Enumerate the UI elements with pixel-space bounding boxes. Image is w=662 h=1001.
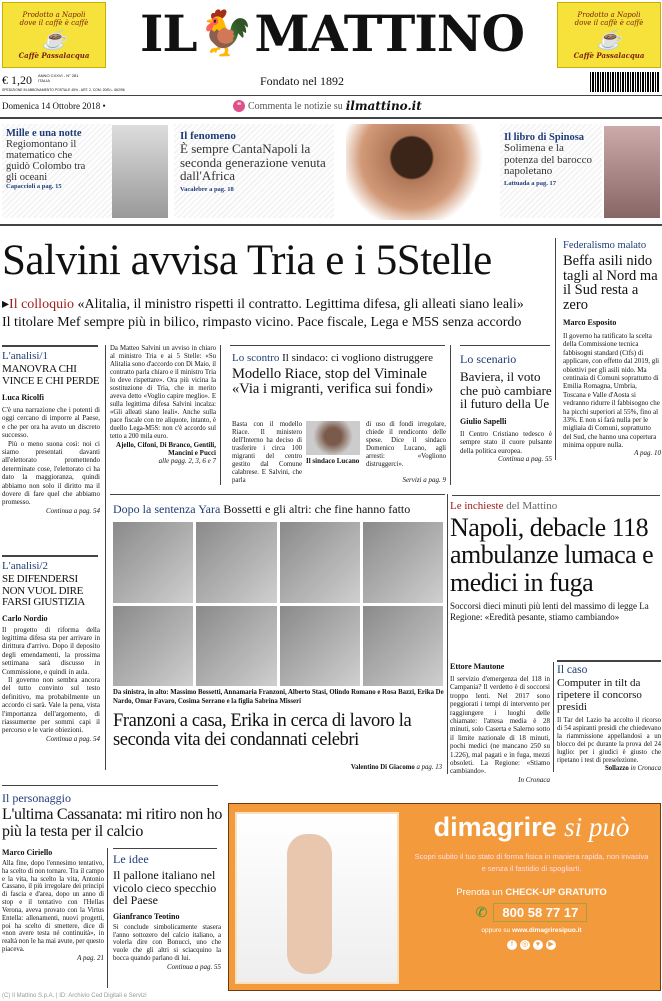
coffee-mascot-icon: ☕	[596, 26, 622, 51]
model-photo	[235, 812, 399, 984]
logo: IL 🐓 MATTINO	[139, 3, 525, 63]
facebook-icon[interactable]: f	[507, 940, 517, 950]
model-figure	[287, 834, 332, 974]
founded: Fondato nel 1892	[260, 74, 344, 88]
footer-copyright: (C) Il Mattino S.p.A. | ID: Archivio Ced Digitali e Servizi	[2, 993, 147, 999]
divider	[460, 345, 550, 346]
scenario-article[interactable]: Lo scenario Baviera, il voto che può cambiare il futuro della Ue Giulio Sapelli Il Centro Cristiano tedesco è sempre stato il cuore pulsante della politica europea. Continua a pag. 55	[460, 352, 552, 464]
advert-copy: dimagrire si può Scopri subito il tuo stato di forma fisica in maniera rapida, non invasiva e senza il fastidio di spogliarti. Prenota un CHECK-UP GRATUITO ✆ 800 58 77 17 oppure su www.dimagriresipuo.it f ◎ ♥ ▶	[414, 812, 649, 948]
phone-icon: ✆	[475, 904, 488, 920]
analisi-1[interactable]: L'analisi/1 MANOVRA CHI VINCE E CHI PERDE Luca Ricolfi C'è una narrazione che i potenti di oggi cercano di imporre al Paese, e che per ora ha avuto un discreto successo. Più o meno suona così: noi ci siamo presentati davanti all'elettorato promettendo determinate cose, l'elettorato ci ha dato la maggioranza, quindi abbiamo non solo il diritto ma il dovere di fare quel che abbiamo promesso. Continua a pag. 54	[2, 350, 100, 515]
favaro-photo	[196, 606, 276, 687]
idee-article[interactable]: Le idee Il pallone italiano nel vicolo cieco specchio del Paese Gianfranco Teotino Si conclude simbolicamente stasera l'anno sottozero del calcio italiano, a volerla dire con Bonucci, uno che vuole che gli altri si sciacquino la bocca quando parlano di lui. Continua a pag. 55	[113, 852, 221, 971]
divider	[2, 555, 98, 557]
phone-number[interactable]: 800 58 77 17	[493, 903, 587, 922]
divider	[2, 785, 218, 786]
bossetti-photo	[113, 522, 193, 603]
caso-article[interactable]: Il caso Computer in tilt da ripetere il concorso presidi Il Tar del Lazio ha accolto il ricorso di 54 aspiranti presidi che chiedevano la riammissione appellandosi a un blocco dei pc durante la prova del 24 luglio: per i giudici è giusto che ripetano i test di preselezione. Sollazzo in Cronaca	[557, 664, 661, 773]
column-divider	[450, 345, 451, 485]
column-divider	[105, 345, 106, 770]
yara-headline[interactable]: Franzoni a casa, Erika in cerca di lavoro la seconda vita dei condannati celebri	[113, 711, 412, 751]
feature-3[interactable]: Il libro di Spinosa Solimena e la potenza del barocco napoletano Lattuada a pag. 17	[500, 124, 602, 218]
twitter-icon[interactable]: ♥	[533, 940, 543, 950]
column-divider	[107, 848, 108, 988]
personaggio-body: Marco Ciriello Alla fine, dopo l'ennesimo tentativo, ha scelto di non tornare. Tra il campo e la vita, ha scelto la vita, Antonio Cassano, il più irregolare dei principi di fascia e d'area, dopo un anno di stop e il tentativo con l'Hellas Verona, aveva provato con la Virtus Entella: allenamenti, nuovi progetti, poi ha scelto di smettere, dice di «non avere testa né continuità», in realtà non le ha mai avute, per questo piaceva. A pag. 21	[2, 848, 104, 962]
regiomontano-portrait	[112, 125, 168, 218]
coffee-mascot-icon: ☕	[41, 26, 67, 51]
speech-bubble-icon: ❝	[233, 100, 245, 112]
comment-link[interactable]: ❝ Commenta le notizie su ilmattino.it	[233, 99, 422, 113]
yara-photo-grid	[113, 522, 443, 686]
serrano-photo	[280, 606, 360, 687]
lead-sub2: Il titolare Mef sempre più in bilico, rimpasto vicino. Pace fiscale, Lega e M5S senza accordo	[2, 315, 522, 331]
yara-caption: Da sinistra, in alto: Massimo Bossetti, Annamaria Franzoni, Alberto Stasi, Olindo Romano e Rosa Bazzi, Erika De Nardo, Omar Favaro, Cosima Serrano e la figlia Sabrina Misseri	[113, 689, 444, 705]
de-nardo-photo	[113, 606, 193, 687]
personaggio-article[interactable]: Il personaggio L'ultima Cassanata: mi ritiro non ho più la testa per il calcio	[2, 791, 223, 840]
inchieste-article[interactable]: Le inchieste del Mattino Napoli, debacle 118 ambulanze lumaca e medici in fuga Soccorsi dieci minuti più lenti del massimo di legge La Regione: «Eredità pesante, stiamo cambiando»	[450, 500, 654, 623]
franzoni-photo	[196, 522, 276, 603]
divider	[0, 117, 662, 119]
divider	[230, 345, 445, 346]
ad-right[interactable]: Prodotto a Napoli dove il caffè è caffè ☕ Caffè Passalacqua	[557, 2, 661, 68]
stasi-photo	[280, 522, 360, 603]
romano-bazzi-photo	[363, 522, 443, 603]
price: € 1,20	[2, 73, 32, 87]
column-divider	[555, 238, 556, 460]
yara-byline: Valentino Di Giacomo a pag. 13	[350, 764, 442, 771]
riace-ref: Servizi a pag. 9	[402, 476, 446, 484]
divider	[0, 95, 662, 96]
date: Domenica 14 Ottobre 2018 •	[2, 101, 106, 111]
divider	[452, 495, 660, 496]
feature-1[interactable]: Mille e una notte Regiomontano il matematico che guidò Colombo tra gli oceani Capaccioli a pag. 15	[2, 124, 112, 218]
riace-body-1: Basta con il modello Riace. Il ministero dell'Interno ha deciso di trasferire i circa 100 migranti del centro gestito dal Comune calabrese. E Salvini, che parla	[232, 421, 302, 485]
lead-subheads: ▸Il colloquio «Alitalia, il ministro rispetti il contratto. Legittima difesa, gli alleati siano leali» Il titolare Mef sempre più in bilico, rimpasto vicino. Pace fiscale, Lega e M5S senza accordo	[2, 296, 552, 332]
advert-website[interactable]: www.dimagriresipuo.it	[512, 927, 582, 934]
analisi-2[interactable]: L'analisi/2 SE DIFENDERSI NON VUOL DIRE FARSI GIUSTIZIA Carlo Nordio Il progetto di riforma della legittima difesa sta per arrivare in dirittura d'arrivo. Dopo il deposito degli emendamenti, la prossima settimana sarà discusso in Commissione, e quindi in aula. Il governo non sembra ancora del tutto convinto sul testo definitivo, ma probabilmente un accordo ci sarà. Vale la pena, vista l'importanza dell'argomento, di riassumerne per sommi capi il percorso e le varie obiezioni. Continua a pag. 54	[2, 560, 100, 743]
divider	[2, 345, 98, 347]
youtube-icon[interactable]: ▶	[546, 940, 556, 950]
inchieste-body: Ettore Mautone Il servizio d'emergenza del 118 in Campania? Il verdetto è di soccorsi troppo lenti. Nel 2017 sono peggiorati i tempi di intervento per raggiungere i luoghi delle chiamate: l'attesa media è 28 minuti, solo Caserta e Salerno sotto il limite nazionale di 18 minuti, pochi medici (ne mancano 250 su 1.226), mal pagati e in fuga, mezzi obsoleti. La Regione: «Stiamo cambiando». In Cronaca	[450, 662, 550, 784]
column-divider	[553, 662, 554, 772]
divider	[557, 660, 661, 662]
photo-caption: Il sindaco Lucano	[306, 457, 360, 465]
instagram-icon[interactable]: ◎	[521, 941, 529, 948]
column-divider	[220, 345, 221, 485]
riace-article[interactable]: Lo scontro Il sindaco: ci vogliono distruggere Modello Riace, stop del Viminale «Via i migranti, verifica sui fondi»	[232, 352, 434, 398]
divider	[0, 224, 662, 226]
lead-headline[interactable]: Salvini avvisa Tria e i 5Stelle	[2, 237, 492, 284]
ad-left[interactable]: Prodotto a Napoli dove il caffè è caffè ☕ Caffè Passalacqua	[2, 2, 106, 68]
riace-body-2: di uso di fondi irregolare, chiede il rendiconto delle spese. Dice il sindaco Domenico Lucano, agli arresti: «Vogliono distruggerci».	[366, 421, 446, 469]
postal-info: SPEDIZIONE IN ABBONAMENTO POSTALE 45% - ART. 2, COM. 20/B L. 662/96	[2, 88, 125, 92]
federalismo-article[interactable]: Federalismo malato Beffa asili nido tagli al Nord ma il Sud resta a zero Marco Esposito Il governo ha ratificato la scelta della Commissione tecnica fabbisogni standard (Ctfs) di applicare, con effetto dal 2019, gli obiettivi per gli asili nido. Ma centinaia di Comuni soprattutto di Emilia Romagna, Umbria, Toscana e Valle d'Aosta si vedranno ridurre il fabbisogno che ha picchi superiori al 55%, fino al 33%. E non si farà nulla per le migliaia di Comuni, soprattutto del Sud, che hanno una copertura minima oppure nulla. A pag. 10	[563, 240, 661, 458]
misseri-photo	[363, 606, 443, 687]
lucano-photo	[306, 421, 360, 455]
lead-headline-wrap	[2, 238, 552, 283]
divider	[110, 494, 445, 495]
feature-2[interactable]: Il fenomeno È sempre CantaNapoli la seconda generazione venuta dall'Africa Vacalebre a pag. 18	[174, 124, 334, 218]
solimena-painting	[604, 126, 660, 218]
divider	[113, 848, 217, 849]
rooster-icon: 🐓	[198, 8, 253, 59]
column-divider	[447, 494, 448, 774]
issue-info: ANNO CXXVI - N° 281 ITALIA	[38, 73, 79, 83]
singer-photo	[346, 124, 492, 220]
barcode	[590, 72, 660, 92]
lead-article[interactable]: Da Matteo Salvini un avviso in chiaro al ministro Tria e ai 5 Stelle: «Su Alitalia sono d'accordo con Di Maio, il contratto parla chiaro e il ministro Tria lo deve rispettare». Ora più vicina la sostituzione di Tria, che in merito aveva detto «Voglio capire meglio». E sulla legittima difesa Salvini incalza: «Gli alleati siano leali». Anche sulla pace fiscale con tre aliquote, intanto, è duello Lega-M5S: non c'è accordo sul tetto a 200 mila euro. Ajello, Cifoni, Di Branco, Gentili, Mancini e Pucci alle pagg. 2, 3, 6 e 7	[110, 345, 216, 466]
arrow-icon: ▸	[2, 297, 10, 312]
dimagrire-advert[interactable]	[228, 803, 661, 991]
yara-kicker: Dopo la sentenza Yara Bossetti e gli altri: che fine hanno fatto	[113, 502, 411, 516]
